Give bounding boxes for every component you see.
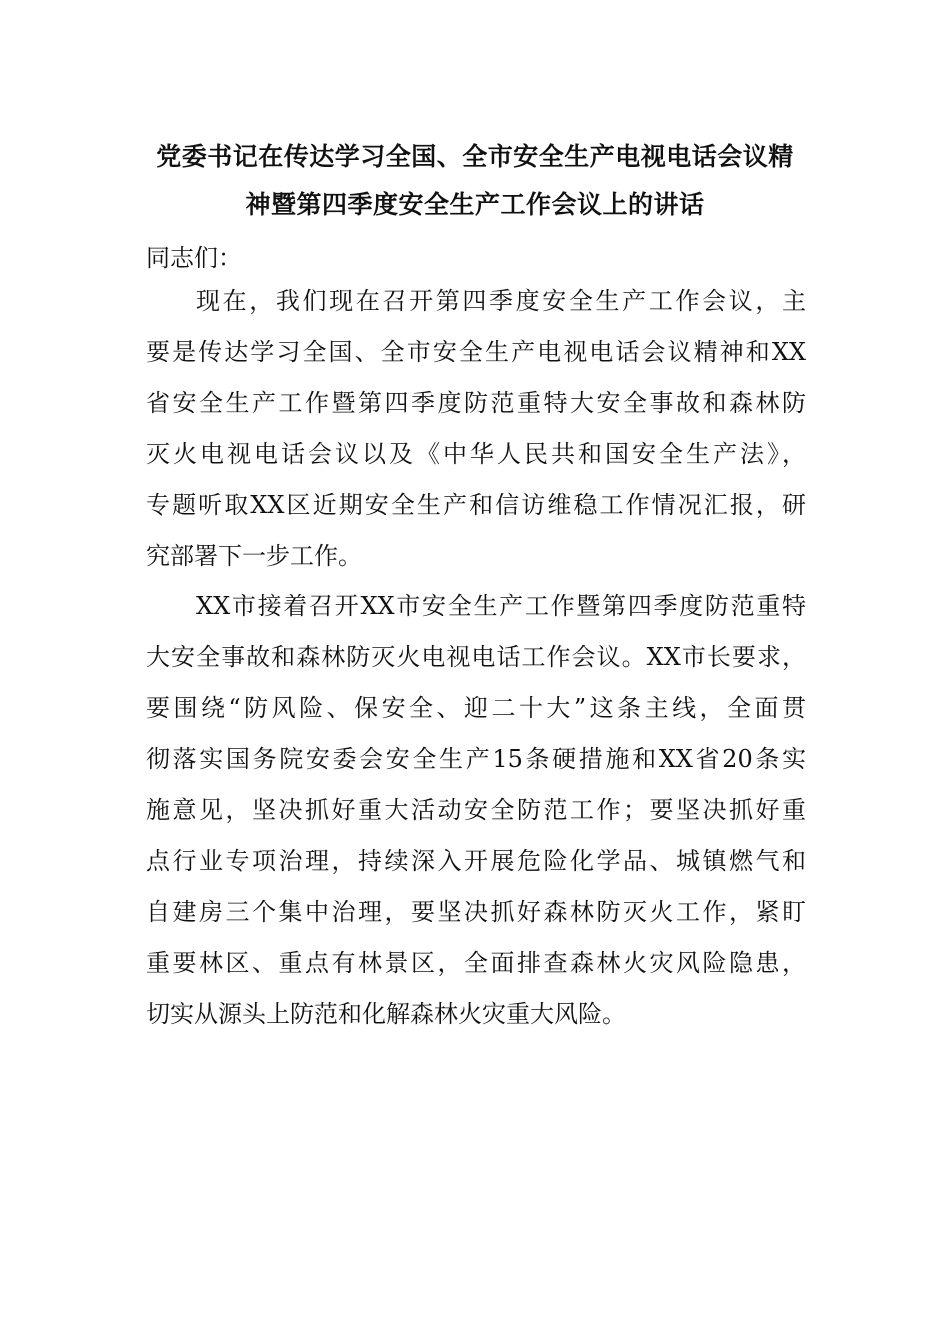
paragraph-line: 自建房三个集中治理，要坚决抓好森林防灭火工作，紧盯 — [146, 898, 806, 926]
paragraph-line: XX市接着召开XX市安全生产工作暨第四季度防范重特 — [196, 592, 806, 620]
paragraph-line: 灭火电视电话会议以及《中华人民共和国安全生产法》， — [146, 440, 806, 468]
paragraph-line: 省安全生产工作暨第四季度防范重特大安全事故和森林防 — [146, 389, 806, 417]
document-title-line-1: 党委书记在传达学习全国、全市安全生产电视电话会议精 — [156, 142, 794, 171]
greeting: 同志们： — [146, 244, 242, 272]
paragraph-line: 切实从源头上防范和化解森林火灾重大风险。 — [146, 1000, 626, 1028]
paragraph-line: 点行业专项治理，持续深入开展危险化学品、城镇燃气和 — [146, 847, 806, 875]
paragraph-line: 专题听取XX区近期安全生产和信访维稳工作情况汇报，研 — [146, 491, 806, 519]
document-title-line-2: 神暨第四季度安全生产工作会议上的讲话 — [245, 190, 705, 219]
paragraph-line: 重要林区、重点有林景区，全面排查森林火灾风险隐患， — [146, 949, 806, 977]
paragraph-line: 要是传达学习全国、全市安全生产电视电话会议精神和XX — [146, 338, 806, 366]
paragraph-line: 施意见，坚决抓好重大活动安全防范工作；要坚决抓好重 — [146, 796, 806, 824]
paragraph-line: 大安全事故和森林防灭火电视电话工作会议。XX市长要求， — [146, 643, 806, 671]
paragraph-line: 彻落实国务院安委会安全生产15条硬措施和XX省20条实 — [146, 745, 806, 773]
paragraph-line: 现在，我们现在召开第四季度安全生产工作会议，主 — [196, 287, 806, 315]
paragraph-line: 究部署下一步工作。 — [146, 542, 362, 570]
paragraph-line: 要围绕“防风险、保安全、迎二十大”这条主线，全面贯 — [146, 694, 806, 722]
